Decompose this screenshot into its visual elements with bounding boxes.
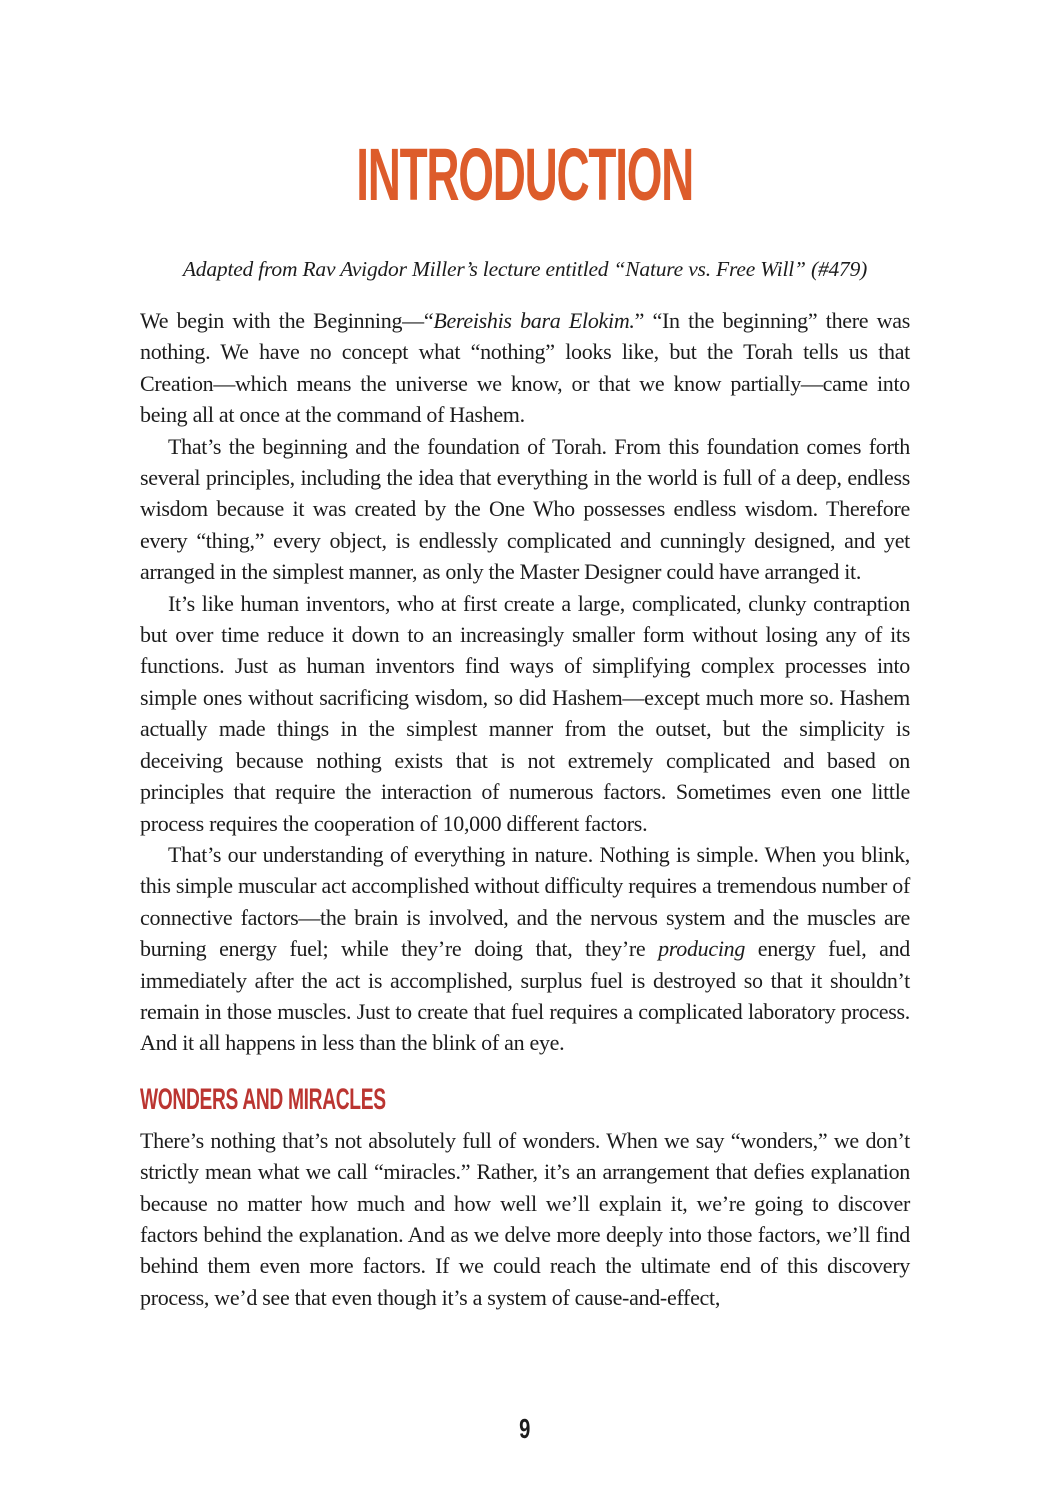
page-title [140, 133, 910, 216]
paragraph-4 [140, 839, 910, 1059]
page-number-text: 9 [519, 1413, 531, 1444]
paragraph-4-text-cont: energy fuel, and immediately after the act is accomplished, surplus fuel is destroyed so that it shouldn’t remain in those muscles. Just to create that fuel requires a complicated laboratory process. And it all happens in less than the blink of an eye. [140, 936, 910, 1056]
content-column [140, 0, 910, 1313]
paragraph-1-text: We begin with the Beginning—“ [140, 308, 434, 333]
lecture-attribution: Adapted from Rav Avigdor Miller’s lecture entitled “Nature vs. Free Will” (#479) [182, 257, 868, 281]
page-number [0, 1412, 1050, 1446]
paragraph-1-italic: Bereishis bara Elokim. [433, 308, 635, 333]
paragraph-1-text-cont: ” “In the beginning” there was nothing. We have no concept what “nothing” looks like, but the Torah tells us that Creation—which means the universe we know, or that we know partially—came into being all at once at the command of Hashem. [140, 308, 910, 428]
paragraph-2: That’s the beginning and the foundation of Torah. From this foundation comes forth several principles, including the idea that everything in the world is full of a deep, endless wisdom because it was created by the One Who possesses endless wisdom. Therefore every “thing,” every object, is endlessly complicated and cunningly designed, and yet arranged in the simplest manner, as only the Master Designer could have arranged it. [140, 433, 910, 585]
section-heading-text: WONDERS AND MIRACLES [140, 1082, 386, 1116]
paragraph-4-text: That’s our understanding of everything in nature. Nothing is simple. When you blink, this simple muscular act accomplished without difficulty requires a tremendous number of connective factors—the brain is involved, and the nervous system and the muscles are burning energy fuel; while they’re doing that, they’re [140, 841, 910, 962]
paragraph-4-italic: producing [658, 936, 746, 962]
paragraph-1 [140, 305, 910, 431]
section-heading-wonders-and-miracles [140, 1082, 910, 1116]
paragraph-3: It’s like human inventors, who at first create a large, complicated, clunky contraption but over time reduce it down to an increasingly smaller form without losing any of its functions. Just as human inventors find ways of simplifying complex processes into simple ones without sacrificing wisdom, so did Hashem—except much more so. Hashem actually made things in the simplest manner from the outset, but the simplicity is deceiving because nothing exists that is not extremely complicated and based on principles that require the interaction of numerous factors. Sometimes even one little process requires the cooperation of 10,000 different factors. [140, 590, 910, 836]
page-title-text: INTRODUCTION [356, 133, 694, 216]
paragraph-5: There’s nothing that’s not absolutely full of wonders. When we say “wonders,” we don’t strictly mean what we call “miracles.” Rather, it’s an arrangement that defies explanation because no matter how much and how well we’ll explain it, we’re going to discover factors behind the explanation. And as we delve more deeply into those factors, we’ll find behind them even more factors. If we could reach the ultimate end of this discovery process, we’d see that even though it’s a system of cause-and-effect, [140, 1127, 910, 1310]
